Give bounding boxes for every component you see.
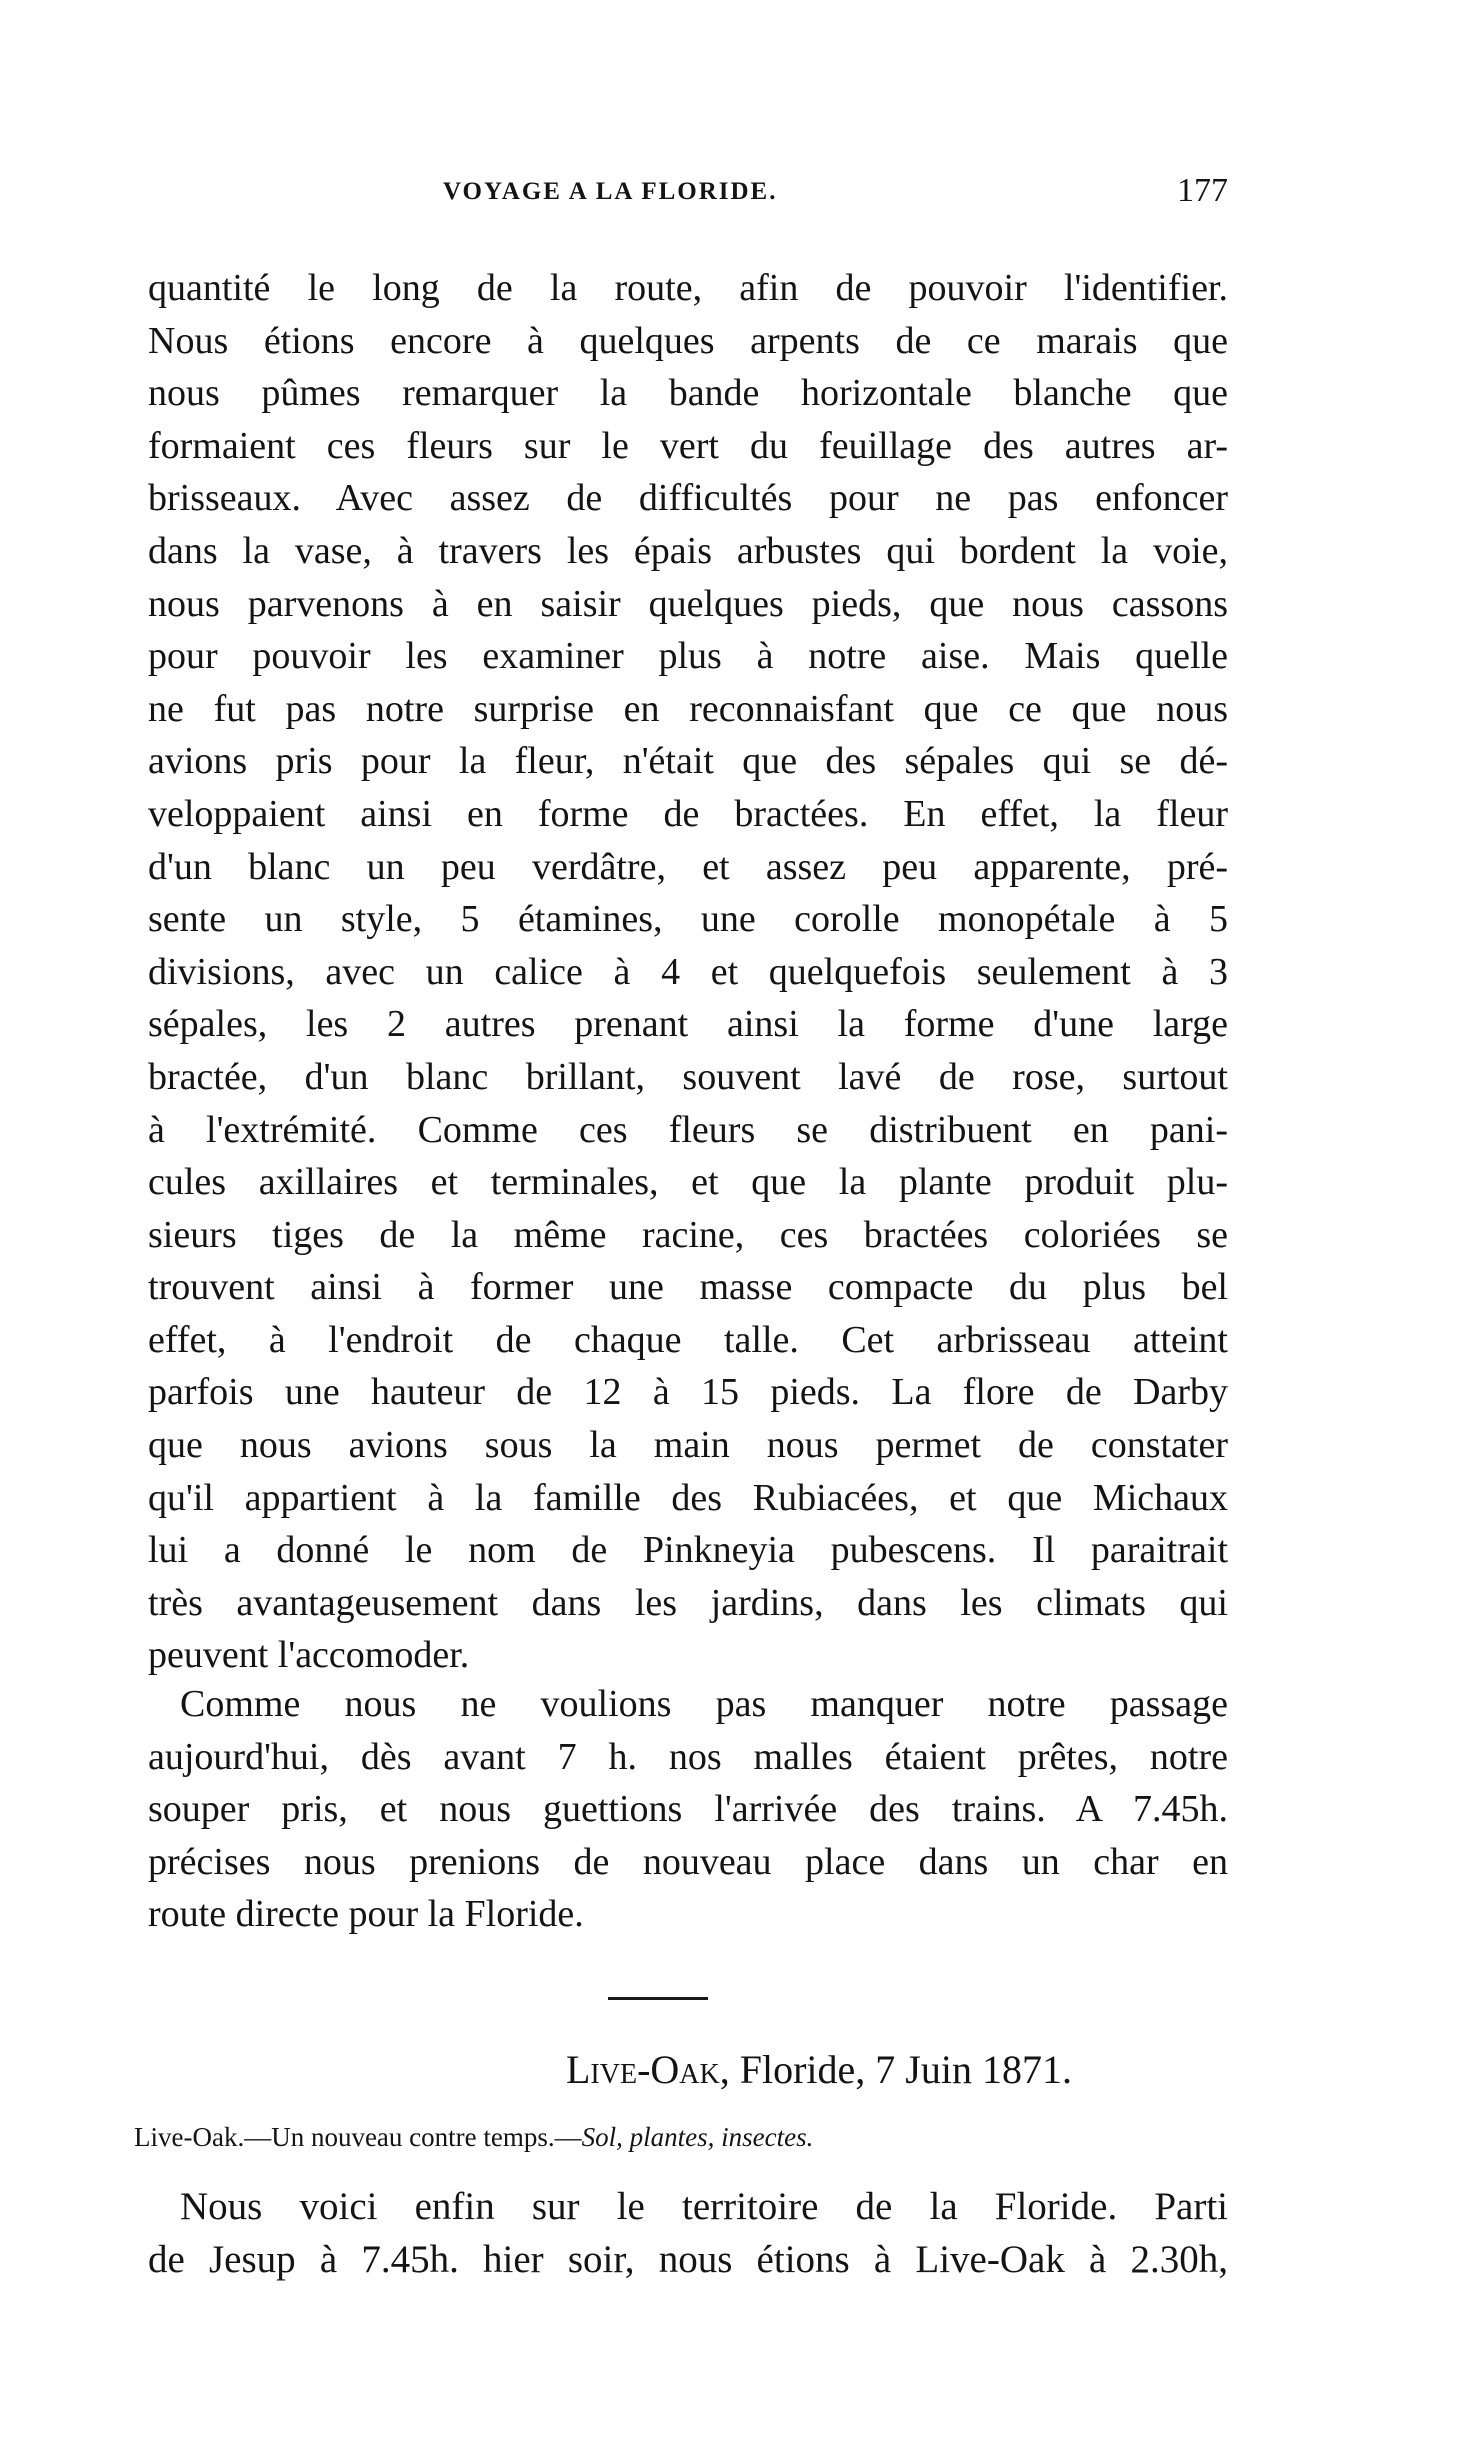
- text-line: dans la vase, à travers les épais arbustes qui bordent la voie,: [148, 529, 1228, 572]
- summary-topics: Sol, plantes, insectes.: [581, 2122, 814, 2152]
- section-dateline: [566, 2046, 1072, 2093]
- text-line: quantité le long de la route, afin de pouvoir l'identifier.: [148, 267, 1228, 309]
- text-line: veloppaient ainsi en forme de bractées. En effet, la fleur: [148, 792, 1228, 835]
- text-line: souper pris, et nous guettions l'arrivée des trains. A 7.45h.: [148, 1788, 1228, 1831]
- text-line: formaient ces fleurs sur le vert du feuillage des autres ar-: [148, 424, 1228, 467]
- text-line: de Jesup à 7.45h. hier soir, nous étions à Live-Oak à 2.30h,: [148, 2237, 1228, 2281]
- text-line: Comme nous ne voulions pas manquer notre passage: [180, 1683, 1228, 1725]
- text-line: nous pûmes remarquer la bande horizontale blanche que: [148, 372, 1228, 415]
- text-line: sente un style, 5 étamines, une corolle monopétale à 5: [148, 898, 1228, 941]
- text-line: brisseaux. Avec assez de difficultés pour ne pas enfoncer: [148, 477, 1228, 520]
- text-line: Nous étions encore à quelques arpents de ce marais que: [148, 319, 1228, 362]
- running-title: VOYAGE A LA FLORIDE.: [443, 178, 778, 205]
- paragraph-arrival: [148, 2181, 1228, 2286]
- text-line: qu'il appartient à la famille des Rubiacées, et que Michaux: [148, 1476, 1228, 1519]
- text-line: effet, à l'endroit de chaque talle. Cet arbrisseau atteint: [148, 1318, 1228, 1361]
- dateline-rest: Floride, 7 Juin 1871.: [729, 2047, 1072, 2092]
- text-line: route directe pour la Floride.: [148, 1893, 584, 1936]
- text-line: sépales, les 2 autres prenant ainsi la forme d'une large: [148, 1003, 1228, 1046]
- text-line: lui a donné le nom de Pinkneyia pubescens. Il paraitrait: [148, 1529, 1228, 1572]
- text-line: nous parvenons à en saisir quelques pieds, que nous cassons: [148, 582, 1228, 625]
- text-line: parfois une hauteur de 12 à 15 pieds. La flore de Darby: [148, 1371, 1228, 1414]
- page-number: 177: [1177, 172, 1228, 209]
- text-line: d'un blanc un peu verdâtre, et assez peu apparente, pré-: [148, 845, 1228, 888]
- text-line: aujourd'hui, dès avant 7 h. nos malles étaient prêtes, notre: [148, 1735, 1228, 1778]
- paragraph-plant-description: [148, 262, 1228, 1682]
- section-summary: [134, 2122, 1074, 2153]
- text-line: Nous voici enfin sur le territoire de la Floride. Parti: [180, 2185, 1228, 2228]
- section-divider: [608, 1997, 708, 2000]
- text-line: trouvent ainsi à former une masse compacte du plus bel: [148, 1266, 1228, 1309]
- running-head: [148, 172, 1228, 216]
- text-line: peuvent l'accomoder.: [148, 1634, 470, 1677]
- text-line: cules axillaires et terminales, et que la plante produit plu-: [148, 1161, 1228, 1204]
- text-line: à l'extrémité. Comme ces fleurs se distribuent en pani-: [148, 1108, 1228, 1151]
- dateline-place: Live-Oak,: [566, 2047, 730, 2092]
- text-line: très avantageusement dans les jardins, dans les climats qui: [148, 1581, 1228, 1624]
- text-line: avions pris pour la fleur, n'était que des sépales qui se dé-: [148, 740, 1228, 783]
- summary-lead: Live-Oak.—Un nouveau contre temps.—: [134, 2122, 582, 2152]
- text-line: pour pouvoir les examiner plus à notre aise. Mais quelle: [148, 635, 1228, 678]
- text-line: précises nous prenions de nouveau place dans un char en: [148, 1840, 1228, 1883]
- text-line: divisions, avec un calice à 4 et quelquefois seulement à 3: [148, 950, 1228, 993]
- text-line: sieurs tiges de la même racine, ces bractées coloriées se: [148, 1213, 1228, 1256]
- text-line: que nous avions sous la main nous permet de constater: [148, 1424, 1228, 1467]
- paragraph-departure: [148, 1678, 1228, 1941]
- text-line: ne fut pas notre surprise en reconnaisfant que ce que nous: [148, 687, 1228, 730]
- text-line: bractée, d'un blanc brillant, souvent lavé de rose, surtout: [148, 1055, 1228, 1098]
